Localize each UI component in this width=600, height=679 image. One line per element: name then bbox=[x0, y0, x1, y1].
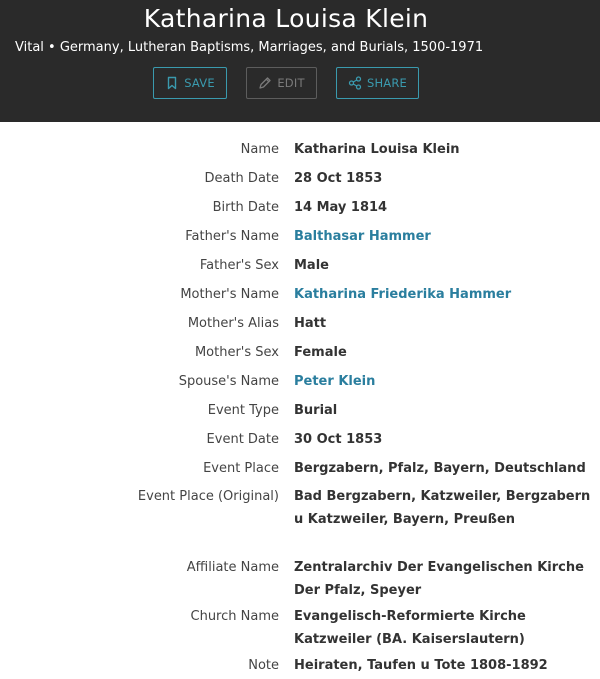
record-header bbox=[0, 0, 600, 122]
record-details bbox=[0, 122, 600, 679]
detail-label: Church Name bbox=[190, 609, 279, 624]
detail-value: Female bbox=[294, 345, 347, 360]
detail-label: Event Date bbox=[206, 432, 279, 447]
detail-label: Death Date bbox=[204, 171, 279, 186]
detail-value: 30 Oct 1853 bbox=[294, 432, 383, 447]
share-button[interactable] bbox=[336, 67, 419, 99]
detail-value: 28 Oct 1853 bbox=[294, 171, 383, 186]
detail-value: Katharina Louisa Klein bbox=[294, 142, 460, 157]
detail-label: Event Place bbox=[203, 461, 279, 476]
detail-label: Event Place (Original) bbox=[137, 489, 279, 504]
detail-label: Note bbox=[248, 658, 279, 673]
share-button-label: SHARE bbox=[366, 76, 408, 90]
detail-value: Evangelisch-Reformierte Kirche Katzweiler (BA. Kaiserslautern) bbox=[294, 609, 526, 647]
detail-label: Father's Sex bbox=[199, 258, 279, 273]
edit-button[interactable] bbox=[246, 67, 317, 99]
share-icon bbox=[348, 76, 362, 90]
pencil-icon bbox=[258, 76, 272, 90]
detail-value: Bergzabern, Pfalz, Bayern, Deutschland bbox=[294, 461, 586, 476]
collection-subtitle: Vital • Germany, Lutheran Baptisms, Marriages, and Burials, 1500-1971 bbox=[15, 40, 484, 55]
detail-value: Hatt bbox=[294, 316, 327, 331]
mothers-name-link[interactable]: Katharina Friederika Hammer bbox=[294, 287, 512, 302]
detail-value: 14 May 1814 bbox=[294, 200, 388, 215]
detail-label: Event Type bbox=[207, 403, 279, 418]
bookmark-icon bbox=[165, 76, 179, 90]
detail-label: Mother's Sex bbox=[194, 345, 279, 360]
detail-label: Mother's Name bbox=[180, 287, 279, 302]
detail-label: Affiliate Name bbox=[186, 560, 279, 575]
detail-value: Bad Bergzabern, Katzweiler, Bergzabern u Katzweiler, Bayern, Preußen bbox=[294, 489, 591, 527]
detail-label: Birth Date bbox=[212, 200, 279, 215]
detail-value: Zentralarchiv Der Evangelischen Kirche Der Pfalz, Speyer bbox=[294, 560, 584, 598]
detail-label: Name bbox=[240, 142, 279, 157]
fathers-name-link[interactable]: Balthasar Hammer bbox=[294, 229, 431, 244]
detail-value: Heiraten, Taufen u Tote 1808-1892 bbox=[294, 658, 548, 673]
edit-button-label: EDIT bbox=[277, 76, 305, 90]
page-title: Katharina Louisa Klein bbox=[143, 4, 429, 33]
spouses-name-link[interactable]: Peter Klein bbox=[294, 374, 376, 389]
detail-value: Male bbox=[294, 258, 329, 273]
detail-value: Burial bbox=[294, 403, 338, 418]
save-button-label: SAVE bbox=[184, 76, 215, 90]
detail-label: Mother's Alias bbox=[187, 316, 279, 331]
detail-label: Father's Name bbox=[185, 229, 279, 244]
save-button[interactable] bbox=[153, 67, 227, 99]
detail-label: Spouse's Name bbox=[178, 374, 279, 389]
